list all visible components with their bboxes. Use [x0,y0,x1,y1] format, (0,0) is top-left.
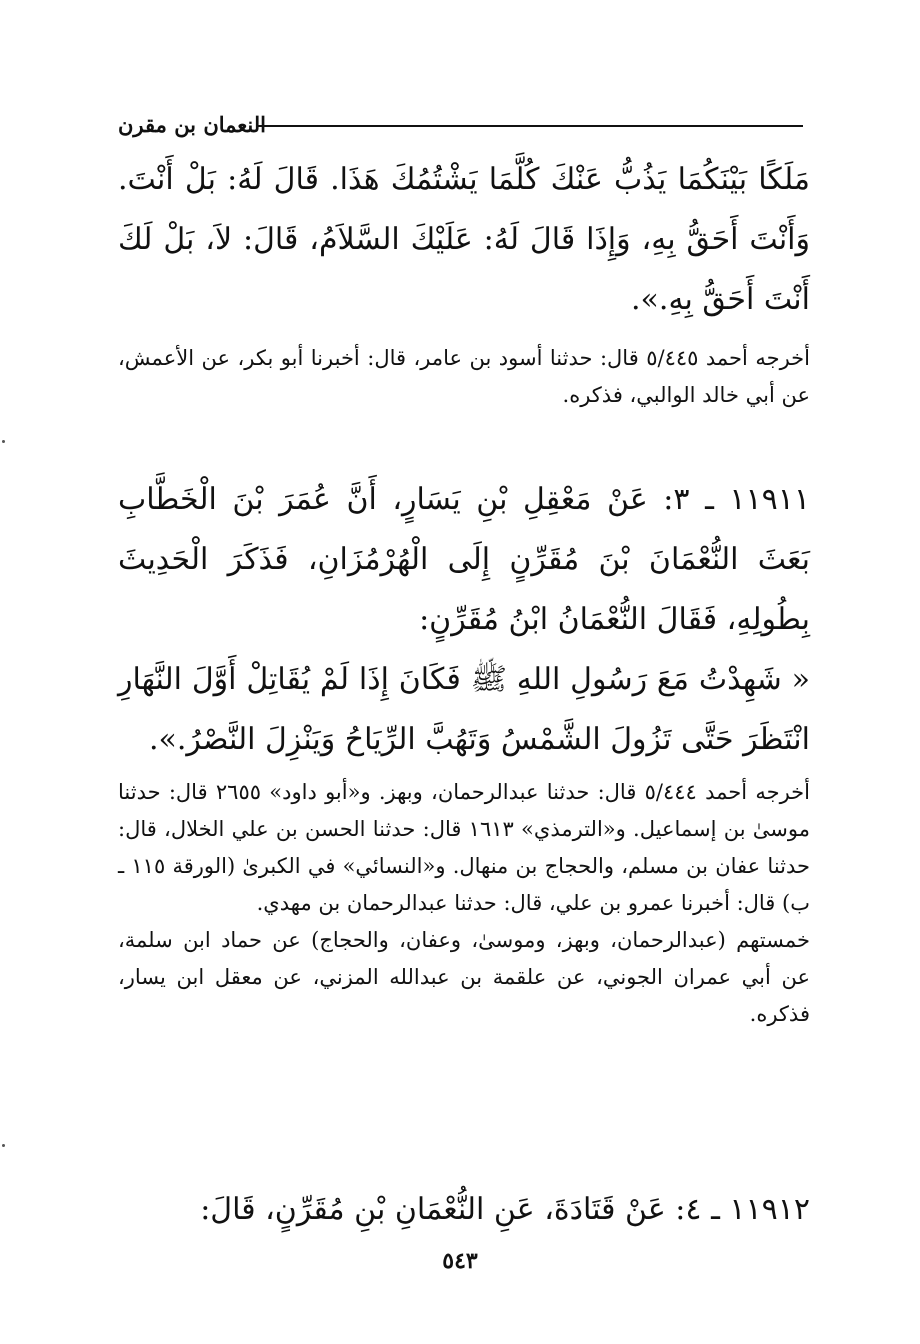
hadith-11912-intro: ١١٩١٢ ـ ٤: عَنْ قَتَادَةَ، عَنِ النُّعْمَانِ بْنِ مُقَرِّنٍ، قَالَ: [200,1192,810,1227]
scan-speck [2,1144,5,1147]
takhrij-2a-text: أخرجه أحمد ٥/٤٤٤ قال: حدثنا عبدالرحمان، وبهز. و«أبو داود» ٢٦٥٥ قال: حدثنا موسىٰ بن إسماعيل. و«الترمذي» ١٦١٣ قال: حدثنا الحسن بن علي الخلال، قال: حدثنا عفان بن مسلم، والحجاج بن منهال. و«النسائي» في الكبرىٰ (الورقة ١١٥ ـ ب) قال: أخبرنا عمرو بن علي، قال: حدثنا عبدالرحمان بن مهدي. [118,780,811,915]
hadith-11912 [118,1180,810,1240]
running-header-title: النعمان بن مقرن [118,112,266,137]
page-number: ٥٤٣ [442,1248,478,1274]
hadith-11911-intro: ١١٩١١ ـ ٣: عَنْ مَعْقِلِ بْنِ يَسَارٍ، أَنَّ عُمَرَ بْنَ الْخَطَّابِ بَعَثَ النُّعْمَانَ بْنَ مُقَرِّنٍ إِلَى الْهُرْمُزَانِ، فَذَكَرَ الْحَدِيثَ بِطُولِهِ، فَقَالَ النُّعْمَانُ ابْنُ مُقَرِّنٍ: [118,482,810,637]
hadith-continuation [118,150,810,330]
takhrij-2b-text: خمستهم (عبدالرحمان، وبهز، وموسىٰ، وعفان، والحجاج) عن حماد ابن سلمة، عن أبي عمران الجوني، عن علقمة بن عبدالله المزني، عن معقل ابن يسار، فذكره. [118,928,810,1026]
takhrij-1 [118,340,810,414]
hadith-11911-text: « شَهِدْتُ مَعَ رَسُولِ اللهِ ﷺ فَكَانَ إِذَا لَمْ يُقَاتِلْ أَوَّلَ النَّهَارِ انْتَظَرَ حَتَّى تَزُولَ الشَّمْسُ وَتَهُبَّ الرِّيَاحُ وَيَنْزِلَ النَّصْرُ.». [118,662,810,757]
takhrij-2 [118,774,810,1033]
hadith-11911 [118,470,810,770]
header-rule [258,125,803,127]
takhrij-1-text: أخرجه أحمد ٥/٤٤٥ قال: حدثنا أسود بن عامر، قال: أخبرنا أبو بكر، عن الأعمش، عن أبي خالد الوالبي، فذكره. [118,346,810,407]
scan-speck [2,440,5,443]
hadith-continuation-text: مَلَكًا بَيْنَكُمَا يَذُبُّ عَنْكَ كُلَّمَا يَشْتُمُكَ هَذَا. قَالَ لَهُ: بَلْ أَنْتَ. وَأَنْتَ أَحَقُّ بِهِ، وَإِذَا قَالَ لَهُ: عَلَيْكَ السَّلاَمُ، قَالَ: لاَ، بَلْ لَكَ أَنْتَ أَحَقُّ بِهِ.». [118,162,810,317]
